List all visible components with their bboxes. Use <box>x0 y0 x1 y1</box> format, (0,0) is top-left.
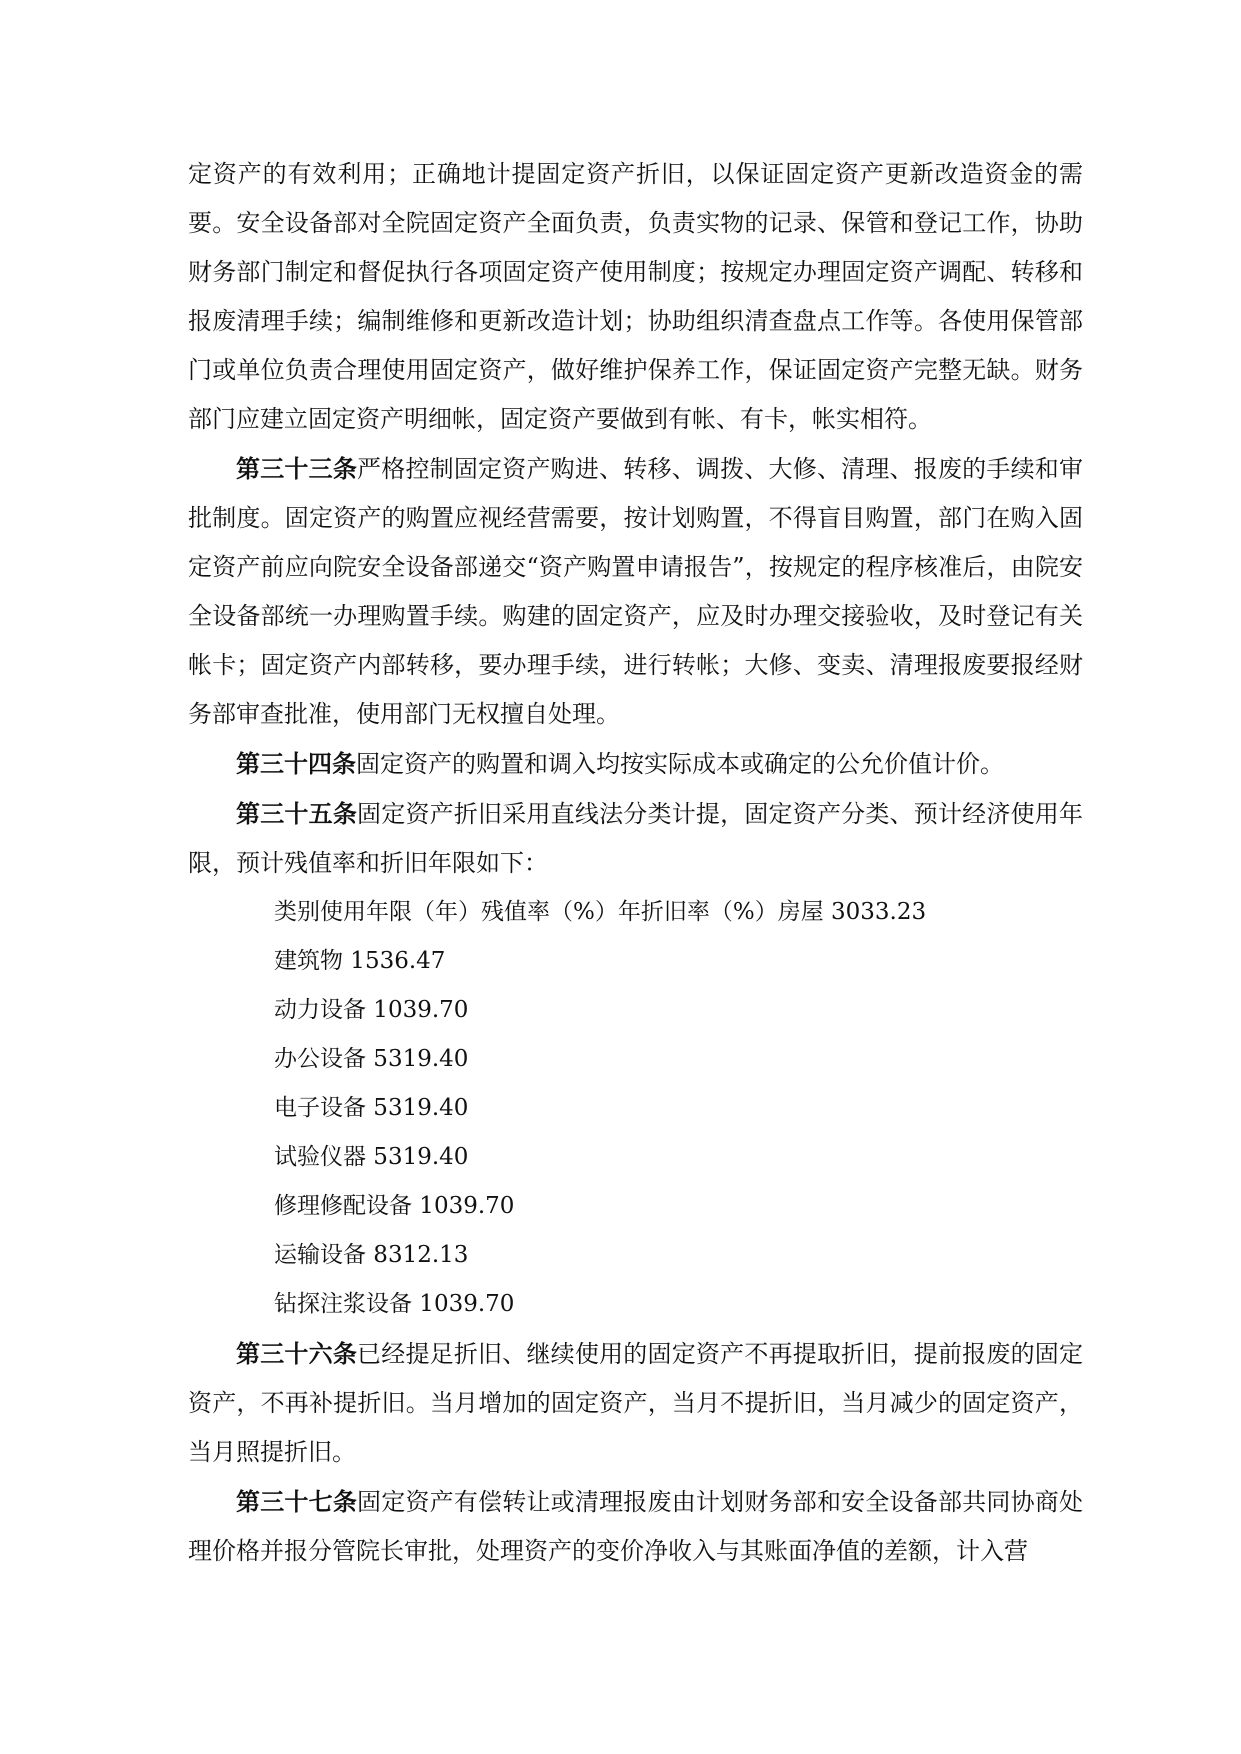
depreciation-line-electronic-equipment: 电子设备 5319.40 <box>274 1095 469 1121</box>
article-title: 第三十三条 <box>236 454 358 483</box>
depreciation-line-drilling-equipment: 钻探注浆设备 1039.70 <box>274 1291 515 1317</box>
depreciation-header-line: 类别使用年限（年）残值率（%）年折旧率（%）房屋 3033.23 <box>274 899 927 925</box>
depreciation-line-test-instruments: 试验仪器 5319.40 <box>274 1144 469 1170</box>
article-36 <box>188 1329 1083 1477</box>
article-text: 固定资产有偿转让或清理报废由计划财务部和安全设备部共同协商处理价格并报分管院长审批，处理资产的变价净收入与其账面净值的差额，计入营 <box>188 1488 1083 1565</box>
article-text: 已经提足折旧、继续使用的固定资产不再提取折旧，提前报废的固定资产，不再补提折旧。当月增加的固定资产，当月不提折旧，当月减少的固定资产，当月照提折旧。 <box>188 1340 1083 1466</box>
article-text: 固定资产的购置和调入均按实际成本或确定的公允价值计价。 <box>356 750 1004 778</box>
article-33 <box>188 444 1083 739</box>
article-37 <box>188 1477 1083 1576</box>
article-text: 固定资产折旧采用直线法分类计提，固定资产分类、预计经济使用年限，预计残值率和折旧年限如下： <box>188 800 1083 877</box>
document-body <box>188 150 1083 1576</box>
depreciation-line-transport-equipment: 运输设备 8312.13 <box>274 1242 469 1268</box>
depreciation-table <box>188 888 1083 1329</box>
article-text: 严格控制固定资产购进、转移、调拨、大修、清理、报废的手续和审批制度。固定资产的购置应视经营需要，按计划购置，不得盲目购置，部门在购入固定资产前应向院安全设备部递交“资产购置申请报告”，按规定的程序核准后，由院安全设备部统一办理购置手续。购建的固定资产，应及时办理交接验收，及时登记有关帐卡；固定资产内部转移，要办理手续，进行转帐；大修、变卖、清理报废要报经财务部审查批准，使用部门无权擅自处理。 <box>188 455 1083 728</box>
article-title: 第三十七条 <box>236 1487 358 1516</box>
depreciation-line-buildings: 建筑物 1536.47 <box>274 948 446 974</box>
depreciation-line-power-equipment: 动力设备 1039.70 <box>274 997 469 1023</box>
depreciation-line-office-equipment: 办公设备 5319.40 <box>274 1046 469 1072</box>
intro-paragraph: 定资产的有效利用；正确地计提固定资产折旧，以保证固定资产更新改造资金的需要。安全设备部对全院固定资产全面负责，负责实物的记录、保管和登记工作，协助财务部门制定和督促执行各项固定资产使用制度；按规定办理固定资产调配、转移和报废清理手续；编制维修和更新改造计划；协助组织清查盘点工作等。各使用保管部门或单位负责合理使用固定资产，做好维护保养工作，保证固定资产完整无缺。财务部门应建立固定资产明细帐，固定资产要做到有帐、有卡，帐实相符。 <box>188 160 1083 433</box>
article-title: 第三十六条 <box>236 1339 358 1368</box>
article-34 <box>188 739 1083 789</box>
depreciation-line-repair-equipment: 修理修配设备 1039.70 <box>274 1193 515 1219</box>
article-title: 第三十五条 <box>236 799 358 828</box>
article-35 <box>188 789 1083 888</box>
article-title: 第三十四条 <box>236 749 356 778</box>
